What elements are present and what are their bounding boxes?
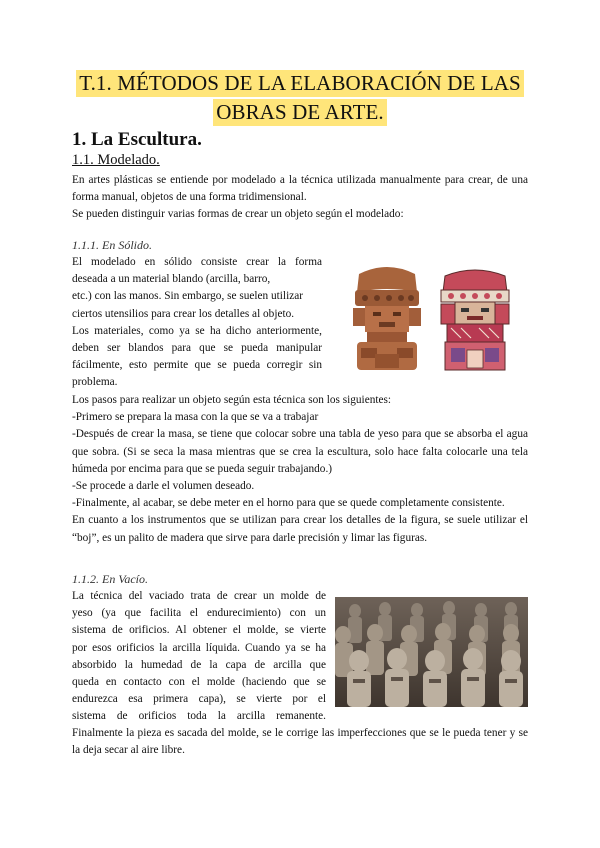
intro-line: En artes plásticas se entiende por modelado a la técnica utilizada manualmente para crear, de una forma manual, objetos de una forma tridimensional. bbox=[72, 174, 528, 204]
hollow-line: sistema de orificios toda la arcilla remanente. bbox=[72, 710, 326, 723]
terracotta-army-photo bbox=[335, 597, 528, 707]
subsection-dot: . bbox=[156, 152, 160, 168]
hollow-line: yeso (ya que facilita el endurecimiento) con un bbox=[72, 607, 326, 620]
step-item: -Primero se prepara la masa con la que se va a trabajar bbox=[72, 411, 319, 424]
intro-line: Se pueden distinguir varias formas de crear un objeto según el modelado: bbox=[72, 208, 404, 221]
steps-intro: Los pasos para realizar un objeto según esta técnica son los siguientes: bbox=[72, 394, 392, 406]
solid-line: deseada a un material blando (arcilla, barro, bbox=[72, 273, 271, 286]
solid-line: El modelado en sólido consiste crear la forma bbox=[72, 256, 322, 268]
hollow-line: La técnica del vaciado trata de crear un molde de bbox=[72, 590, 326, 602]
solid-side-text bbox=[72, 254, 322, 392]
solid-line: deben ser blandos para que se pueda manipular bbox=[72, 342, 322, 355]
hollow-line: sistema de orificios. Al obtener el molde, se vierte bbox=[72, 624, 326, 637]
hollow-heading: 1.1.2. En Vacío. bbox=[72, 572, 148, 586]
terracotta-sculpture-image bbox=[345, 262, 429, 374]
solid-line: problema. bbox=[72, 376, 118, 389]
hollow-line: queda en contacto con el molde (haciendo que se bbox=[72, 676, 326, 689]
section-heading: 1. La Escultura. bbox=[72, 129, 202, 150]
solid-line: ciertos utensilios para crear los detalles al objeto. bbox=[72, 307, 295, 320]
solid-line: fácilmente, esto permite que se pueda corregir sin bbox=[72, 359, 322, 372]
solid-line: etc.) con las manos. Sin embargo, se suelen utilizar bbox=[72, 290, 304, 303]
solid-heading: 1.1.1. En Sólido. bbox=[72, 238, 152, 252]
title-line-2: OBRAS DE ARTE. bbox=[213, 99, 387, 126]
subsection-heading bbox=[72, 152, 160, 169]
painted-sculpture-image bbox=[437, 266, 513, 374]
step-item: -Se procede a darle el volumen deseado. bbox=[72, 480, 255, 493]
hollow-side-text bbox=[72, 588, 326, 726]
intro-paragraph bbox=[72, 172, 528, 224]
title-line-1: T.1. MÉTODOS DE LA ELABORACIÓN DE LAS bbox=[76, 70, 524, 97]
solid-steps bbox=[72, 392, 528, 547]
step-item: -Finalmente, al acabar, se debe meter en el horno para que se quede completamente consistente. bbox=[72, 497, 505, 510]
hollow-line: endurezca esa primera capa), se vierte por el bbox=[72, 693, 326, 706]
solid-line: Los materiales, como ya se ha dicho anteriormente, bbox=[72, 324, 322, 337]
tools-paragraph: En cuanto a los instrumentos que se utilizan para crear los detalles de la figura, se suele utilizar el “boj”, es un palito de madera que sirve para darle precisión y limar las figuras. bbox=[72, 514, 528, 544]
hollow-line: absorbido la humedad de la capa de arcilla que bbox=[72, 658, 326, 671]
hollow-line: por esos orificios la arcilla líquida. Cuando ya se ha bbox=[72, 641, 326, 654]
step-item: -Después de crear la masa, se tiene que colocar sobre una tabla de yeso para que se absorba el agua que sobra. (Si se seca la masa mientras que se crea la escultura, solo hace falta colocarle una tela húmeda por encima para que se pueda seguir trabajando.) bbox=[72, 428, 528, 475]
document-title bbox=[60, 70, 540, 128]
hollow-closing: Finalmente la pieza es sacada del molde, se le corrige las imperfecciones que se le pueda tener y se la deja secar al aire libre. bbox=[72, 727, 528, 757]
subsection-label: 1.1. Modelado bbox=[72, 152, 157, 168]
